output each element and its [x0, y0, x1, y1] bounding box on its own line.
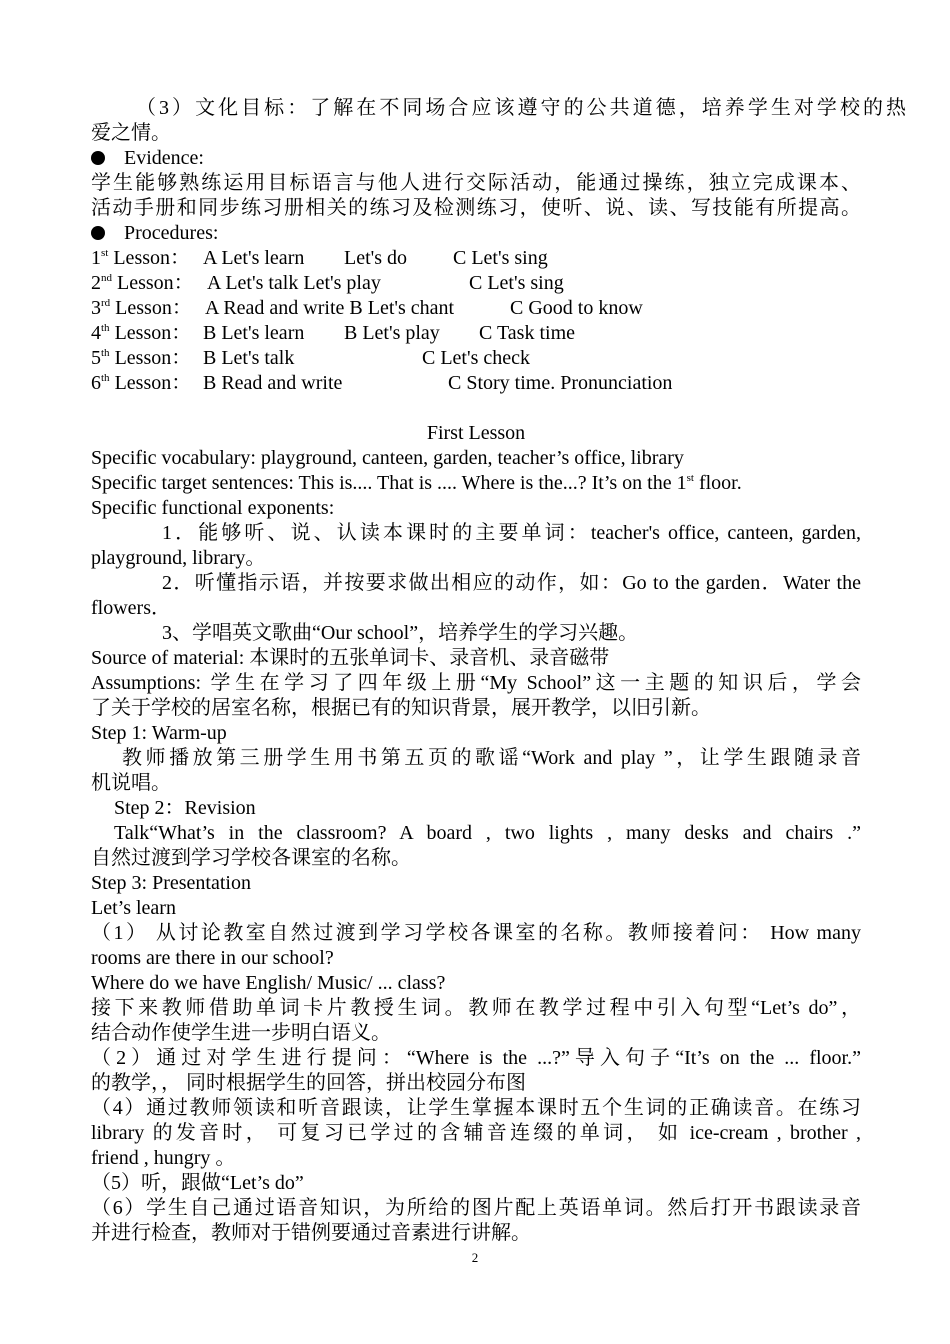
- lesson-row: [91, 371, 861, 396]
- functional-item-2-line1: 2．听懂指示语，并按要求做出相应的动作，如：Go to the garden．Water the: [162, 572, 861, 594]
- evidence-line1: 学生能够熟练运用目标语言与他人进行交际活动，能通过操练，独立完成课本、: [91, 172, 861, 194]
- lesson-part-c: C Task time: [479, 322, 576, 344]
- lesson-part-c: C Let's check: [422, 347, 531, 369]
- lesson-number: 4: [91, 322, 101, 344]
- functional-heading: Specific functional exponents:: [91, 497, 335, 519]
- culture-goal-line1: （3）文化目标：了解在不同场合应该遵守的公共道德，培养学生对学校的热: [136, 97, 906, 119]
- lesson-ordinal: th: [101, 322, 110, 334]
- lets-learn-heading: Let’s learn: [91, 897, 176, 919]
- functional-item-1-line1: 1．能够听、说、认读本课时的主要单词：teacher's office, canteen, garden,: [162, 522, 861, 544]
- lesson-part-a: B Let's learn: [203, 322, 305, 344]
- source-line: Source of material: 本课时的五张单词卡、录音机、录音磁带: [91, 647, 610, 669]
- procedures-heading: [91, 221, 861, 246]
- presentation-item-2-line2: 的教学，， 同时根据学生的回答，拼出校园分布图: [91, 1072, 526, 1094]
- step2-line2: 自然过渡到学习学校各课室的名称。: [91, 847, 411, 869]
- lesson-number: 5: [91, 347, 101, 369]
- target-sentences-line: [91, 471, 861, 496]
- lesson-part-a: A Read and write B Let's chant: [205, 297, 455, 319]
- lesson-number: 2: [91, 272, 101, 294]
- presentation-item-1-line4: 接下来教师借助单词卡片教授生词。教师在教学过程中引入句型“Let’s do”，: [91, 997, 861, 1019]
- evidence-heading: [91, 146, 861, 171]
- floor-ordinal: st: [686, 472, 694, 484]
- presentation-item-1-line1: （1） 从讨论教室自然过渡到学习学校各课室的名称。教师接着问： How many: [91, 922, 861, 944]
- presentation-item-6-line2: 并进行检查，教师对于错例要通过音素进行讲解。: [91, 1222, 531, 1244]
- lesson-ordinal: rd: [101, 297, 111, 309]
- page-number: 2: [471, 1250, 479, 1265]
- bullet-icon: [91, 151, 105, 165]
- lesson-part-a: A Let's learn: [203, 247, 305, 269]
- lesson-part-c: C Story time. Pronunciation: [448, 372, 673, 394]
- lesson-label: Lesson：: [108, 247, 191, 269]
- presentation-item-1-line3: Where do we have English/ Music/ ... class?: [91, 972, 446, 994]
- lesson-label: Lesson：: [109, 372, 192, 394]
- step2-line1: Talk“What’s in the classroom? A board , two lights , many desks and chairs .”: [114, 822, 861, 844]
- lesson-label: Lesson：: [112, 272, 194, 294]
- procedures-heading-text: Procedures:: [124, 222, 219, 244]
- lesson-part-c: C Good to know: [510, 297, 643, 319]
- step3-heading: Step 3: Presentation: [91, 872, 251, 894]
- lesson-part-a: B Let's talk: [203, 347, 295, 369]
- lesson-row: [91, 246, 861, 271]
- presentation-item-5: （5）听，跟做“Let’s do”: [91, 1172, 304, 1194]
- functional-item-2-line2: flowers．: [91, 597, 171, 619]
- assumptions-line1: Assumptions: 学生在学习了四年级上册“My School”这一主题的知识后，学会: [91, 672, 861, 694]
- lesson-number: 6: [91, 372, 101, 394]
- lesson-label: Lesson：: [110, 297, 192, 319]
- presentation-item-2-line1: （2）通过对学生进行提问：“Where is the ...?”导入句子“It’s on the ... floor.”: [91, 1047, 861, 1069]
- bullet-icon: [91, 226, 105, 240]
- evidence-line2: 活动手册和同步练习册相关的练习及检测练习，使听、说、读、写技能有所提高。: [91, 197, 861, 219]
- presentation-item-4-line2: library 的发音时， 可复习已学过的含辅音连缀的单词， 如 ice-cream , brother ,: [91, 1122, 861, 1144]
- target-sentences-text: Specific target sentences: This is.... That is .... Where is the...? It’s on the 1: [91, 472, 687, 494]
- step1-line2: 机说唱。: [91, 772, 171, 794]
- lesson-part-b: Let's do: [344, 247, 408, 269]
- step2-heading: Step 2：Revision: [114, 797, 256, 819]
- lesson-ordinal: th: [101, 372, 110, 384]
- lesson-part-b: B Let's play: [344, 322, 440, 344]
- step1-heading: Step 1: Warm-up: [91, 722, 227, 744]
- presentation-item-1-line2: rooms are there in our school?: [91, 947, 334, 969]
- section-title: First Lesson: [426, 422, 526, 444]
- functional-item-3: 3、学唱英文歌曲“Our school”，培养学生的学习兴趣。: [162, 622, 639, 644]
- lesson-row: [91, 271, 861, 296]
- presentation-item-4-line1: （4）通过教师领读和听音跟读，让学生掌握本课时五个生词的正确读音。在练习: [91, 1097, 861, 1119]
- lesson-number: 1: [91, 247, 101, 269]
- target-sentences-end: floor.: [693, 472, 742, 494]
- lesson-ordinal: th: [101, 347, 110, 359]
- lesson-part-a: A Let's talk Let's play: [207, 272, 381, 294]
- lesson-part-c: C Let's sing: [469, 272, 564, 294]
- lesson-row: [91, 346, 861, 371]
- presentation-item-4-line3: friend , hungry 。: [91, 1147, 236, 1169]
- lesson-part-a: B Read and write: [203, 372, 343, 394]
- lesson-row: [91, 321, 861, 346]
- vocabulary-line: Specific vocabulary: playground, canteen, garden, teacher’s office, library: [91, 447, 684, 469]
- assumptions-line2: 了关于学校的居室名称，根据已有的知识背景，展开教学，以旧引新。: [91, 697, 711, 719]
- lesson-ordinal: nd: [101, 272, 112, 284]
- presentation-item-6-line1: （6）学生自己通过语音知识，为所给的图片配上英语单词。然后打开书跟读录音: [91, 1197, 861, 1219]
- culture-goal-line2: 爱之情。: [91, 122, 171, 144]
- lesson-ordinal: st: [101, 247, 109, 259]
- lesson-part-c: C Let's sing: [453, 247, 548, 269]
- step1-line1: 教师播放第三册学生用书第五页的歌谣“Work and play ”，让学生跟随录音: [122, 747, 861, 769]
- presentation-item-1-line5: 结合动作使学生进一步明白语义。: [91, 1022, 391, 1044]
- lesson-label: Lesson：: [109, 322, 192, 344]
- lesson-row: [91, 296, 861, 321]
- lesson-label: Lesson：: [109, 347, 192, 369]
- functional-item-1-line2: playground, library。: [91, 547, 266, 569]
- evidence-heading-text: Evidence:: [124, 147, 204, 169]
- lesson-number: 3: [91, 297, 101, 319]
